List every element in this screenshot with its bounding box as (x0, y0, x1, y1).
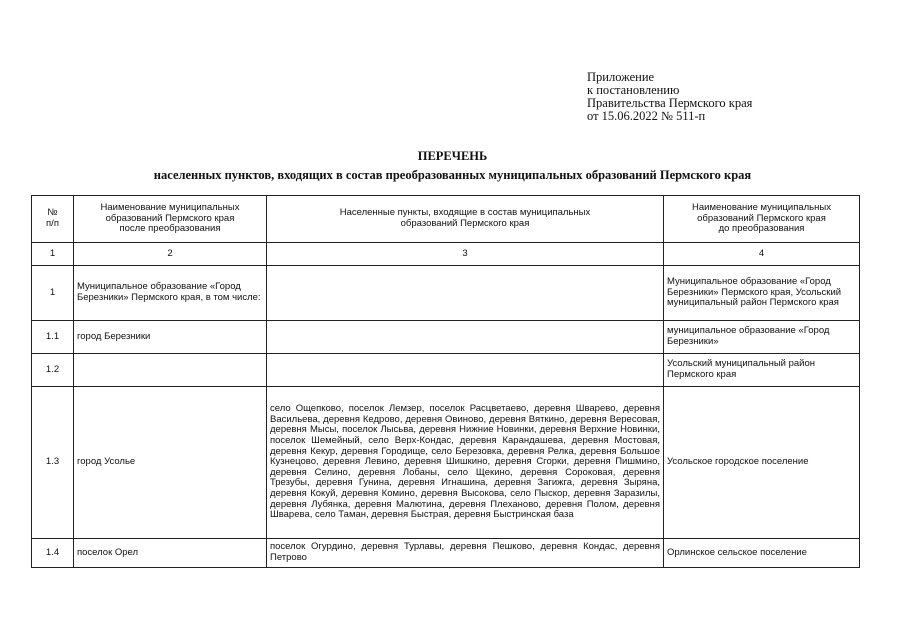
row-before: Усольское городское поселение (664, 387, 860, 539)
row-after: Муниципальное образование «Город Березники» Пермского края, в том числе: (74, 266, 267, 321)
table-row (32, 539, 860, 568)
row-after (74, 354, 267, 387)
row-settlements (267, 266, 664, 321)
row-settlements: село Ощепково, поселок Лемзер, поселок Расцветаево, деревня Шварево, деревня Васильева, деревня Кедрово, деревня Овиново, деревня Вяткино, деревня Вересовая, деревня Мысы, поселок Лысьва, деревня Нижние Новинки, деревня Верхние Новинки, поселок Шемейный, село Верх-Кондас, деревня Карандашева, деревня Мостовая, деревня Кекур, деревня Городище, село Березовка, деревня Релка, деревня Большое Кузнецово, деревня Левино, деревня Шишкино, деревня Сгорки, деревня Пишмино, деревня Селино, деревня Лобаны, село Щекино, деревня Сороковая, деревня Трезубы, деревня Гунина, деревня Игнашина, деревня Загижга, деревня Зыряна, деревня Кокуй, деревня Комино, деревня Высокова, село Пыскор, деревня Заразилы, деревня Лубянка, деревня Малютина, деревня Плеханово, деревня Полом, деревня Шварева, село Таман, деревня Быстрая, деревня Быстринская база (267, 387, 664, 539)
header-before-transformation: Наименование муниципальных образований Пермского края до преобразования (664, 196, 860, 243)
header-number: № п/п (32, 196, 74, 243)
appendix-line: к постановлению (587, 83, 680, 97)
table-row (32, 387, 860, 539)
column-number: 3 (267, 243, 664, 266)
table-header-row (32, 196, 860, 243)
row-settlements (267, 354, 664, 387)
row-after: город Усолье (74, 387, 267, 539)
column-number: 2 (74, 243, 267, 266)
row-number: 1 (32, 266, 74, 321)
table-row (32, 266, 860, 321)
column-number: 4 (664, 243, 860, 266)
row-after: город Березники (74, 321, 267, 354)
settlements-table (31, 195, 860, 568)
row-before: Усольский муниципальный район Пермского края (664, 354, 860, 387)
document-title: ПЕРЕЧЕНЬ (417, 149, 488, 163)
row-settlements (267, 321, 664, 354)
row-settlements: поселок Огурдино, деревня Турлавы, деревня Пешково, деревня Кондас, деревня Петрово (267, 539, 664, 568)
appendix-line: Правительства Пермского края (587, 96, 753, 110)
row-number: 1.1 (32, 321, 74, 354)
appendix-block (587, 71, 752, 123)
row-before: Муниципальное образование «Город Березники» Пермского края, Усольский муниципальный район Пермского края (664, 266, 860, 321)
row-before: муниципальное образование «Город Березники» (664, 321, 860, 354)
table-row (32, 354, 860, 387)
header-after-transformation: Наименование муниципальных образований Пермского края после преобразования (74, 196, 267, 243)
header-settlements: Населенные пункты, входящие в состав муниципальных образований Пермского края (267, 196, 664, 243)
row-number: 1.3 (32, 387, 74, 539)
table-row (32, 321, 860, 354)
document-subtitle: населенных пунктов, входящих в состав преобразованных муниципальных образований Пермского края (153, 168, 752, 182)
row-number: 1.4 (32, 539, 74, 568)
row-before: Орлинское сельское поселение (664, 539, 860, 568)
column-number-row (32, 243, 860, 266)
row-number: 1.2 (32, 354, 74, 387)
column-number: 1 (32, 243, 74, 266)
appendix-line: Приложение (587, 70, 655, 84)
appendix-line: от 15.06.2022 № 511-п (587, 109, 706, 123)
row-after: поселок Орел (74, 539, 267, 568)
